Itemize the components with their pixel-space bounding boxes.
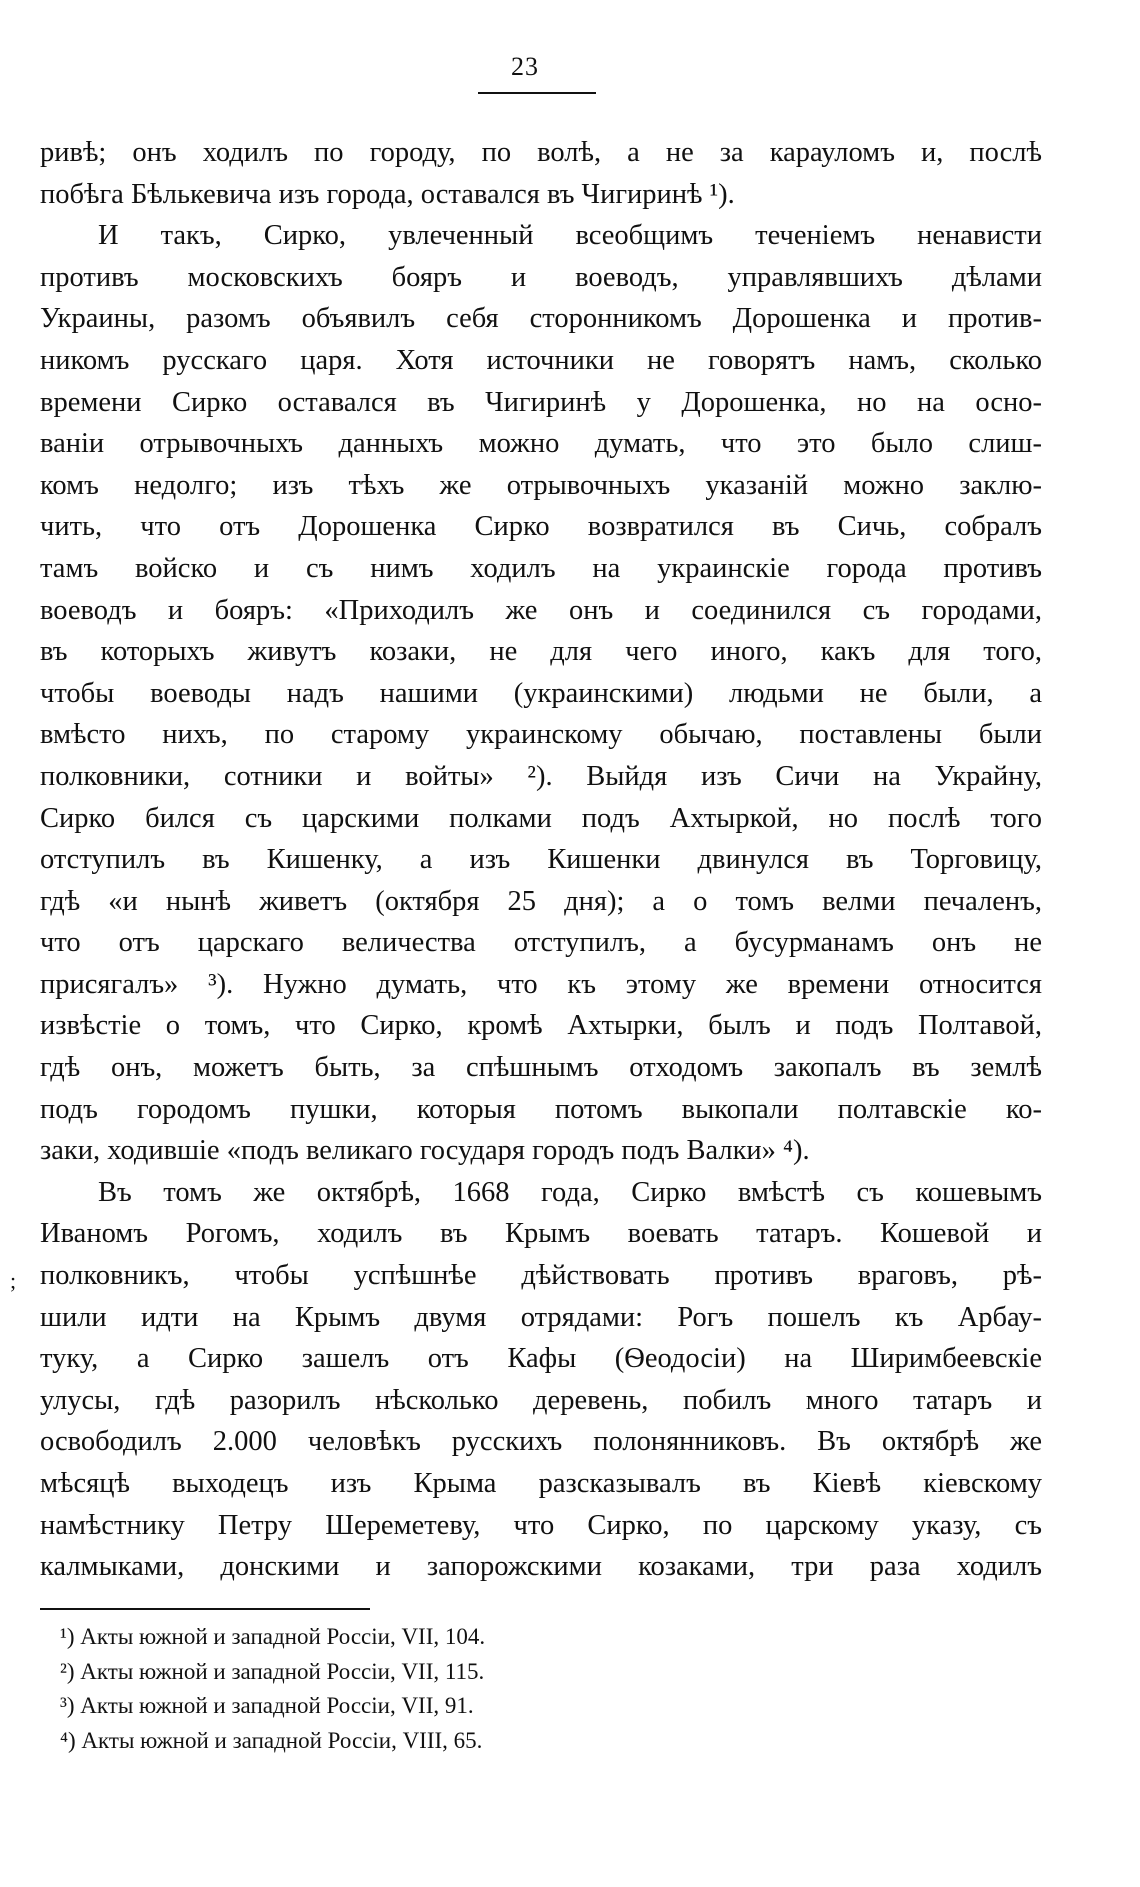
text-line: шили идти на Крымъ двумя отрядами: Рогъ пошелъ къ Арбау- xyxy=(40,1301,1042,1333)
text-line: тамъ войско и съ нимъ ходилъ на украинскіе города противъ xyxy=(40,552,1042,584)
text-line: присягалъ» ³). Нужно думать, что къ этому же времени относится xyxy=(40,968,1042,1000)
text-line: Въ томъ же октябрѣ, 1668 года, Сирко вмѣстѣ съ кошевымъ xyxy=(98,1176,1042,1208)
text-line: побѣга Бѣлькевича изъ города, оставался въ Чигиринѣ ¹). xyxy=(40,178,735,210)
text-line: мѣсяцѣ выходецъ изъ Крыма разсказывалъ въ Кіевѣ кіевскому xyxy=(40,1468,1042,1499)
text-line: Иваномъ Рогомъ, ходилъ въ Крымъ воевать татаръ. Кошевой и xyxy=(40,1218,1042,1250)
footnote-3: ³) Акты южной и западной Россіи, VII, 91. xyxy=(60,1693,474,1718)
text-line: гдѣ «и нынѣ живетъ (октября 25 дня); а о томъ велми печаленъ, xyxy=(40,885,1042,917)
text-line: въ которыхъ живутъ козаки, не для чего иного, какъ для того, xyxy=(40,636,1042,668)
text-line: освободилъ 2.000 человѣкъ русскихъ полонянниковъ. Въ октябрѣ же xyxy=(40,1426,1042,1458)
text-line: воеводъ и бояръ: «Приходилъ же онъ и соединился съ городами, xyxy=(40,594,1042,626)
body-text xyxy=(40,132,1042,1588)
text-line: заки, ходившіе «подъ великаго государя городъ подъ Валки» ⁴). xyxy=(40,1135,810,1167)
text-line: ривѣ; онъ ходилъ по городу, по волѣ, а не за карауломъ и, послѣ xyxy=(40,137,1042,168)
footnote-2: ²) Акты южной и западной Россіи, VII, 115. xyxy=(60,1658,485,1684)
text-line: никомъ русскаго царя. Хотя источники не говорятъ намъ, сколько xyxy=(40,344,1042,376)
text-line: полковники, сотники и войты» ²). Выйдя изъ Сичи на Украйну, xyxy=(40,760,1042,792)
text-line: гдѣ онъ, можетъ быть, за спѣшнымъ отходомъ закопалъ въ землѣ xyxy=(40,1052,1042,1084)
text-line: калмыками, донскими и запорожскими козаками, три раза ходилъ xyxy=(40,1551,1042,1583)
text-line: И такъ, Сирко, увлеченный всеобщимъ теченіемъ ненависти xyxy=(98,220,1042,252)
text-line: Сирко бился съ царскими полками подъ Ахтыркой, но послѣ того xyxy=(40,802,1042,834)
text-line: чтобы воеводы надъ нашими (украинскими) людьми не были, а xyxy=(40,677,1042,709)
footnotes xyxy=(60,1620,860,1758)
text-line: отступилъ въ Кишенку, а изъ Кишенки двинулся въ Торговицу, xyxy=(40,844,1042,876)
page-number-rule xyxy=(478,92,596,94)
footnote-4: ⁴) Акты южной и западной Россіи, VIII, 65. xyxy=(60,1727,483,1753)
text-line: полковникъ, чтобы успѣшнѣе дѣйствовать противъ враговъ, рѣ- xyxy=(40,1260,1042,1292)
text-line: Украины, разомъ объявилъ себя сторонникомъ Дорошенка и против- xyxy=(40,303,1042,335)
footnote-1: ¹) Акты южной и западной Россіи, VII, 104. xyxy=(60,1624,486,1649)
text-line: ваніи отрывочныхъ данныхъ можно думать, что это было слиш- xyxy=(40,428,1042,460)
text-line: чить, что отъ Дорошенка Сирко возвратился въ Сичь, собралъ xyxy=(40,511,1042,543)
text-line: улусы, гдѣ разорилъ нѣсколько деревень, побилъ много татаръ и xyxy=(40,1384,1042,1416)
text-line: туку, а Сирко зашелъ отъ Кафы (Ѳеодосіи) на Ширимбеевскіе xyxy=(40,1343,1042,1375)
margin-mark: ; xyxy=(10,1268,17,1293)
text-line: времени Сирко оставался въ Чигиринѣ у Дорошенка, но на осно- xyxy=(40,386,1042,418)
footnote-divider xyxy=(40,1608,370,1610)
page-number: 23 xyxy=(511,52,539,81)
text-line: противъ московскихъ бояръ и воеводъ, управлявшихъ дѣлами xyxy=(40,261,1042,293)
text-line: подъ городомъ пушки, которыя потомъ выкопали полтавскіе ко- xyxy=(40,1093,1042,1125)
text-line: намѣстнику Петру Шереметеву, что Сирко, по царскому указу, съ xyxy=(40,1509,1042,1541)
text-line: комъ недолго; изъ тѣхъ же отрывочныхъ указаній можно заклю- xyxy=(40,469,1042,501)
text-line: вмѣсто нихъ, по старому украинскому обычаю, поставлены были xyxy=(40,719,1042,751)
text-line: что отъ царскаго величества отступилъ, а бусурманамъ онъ не xyxy=(40,927,1042,959)
text-line: извѣстіе о томъ, что Сирко, кромѣ Ахтырки, былъ и подъ Полтавой, xyxy=(40,1010,1042,1042)
